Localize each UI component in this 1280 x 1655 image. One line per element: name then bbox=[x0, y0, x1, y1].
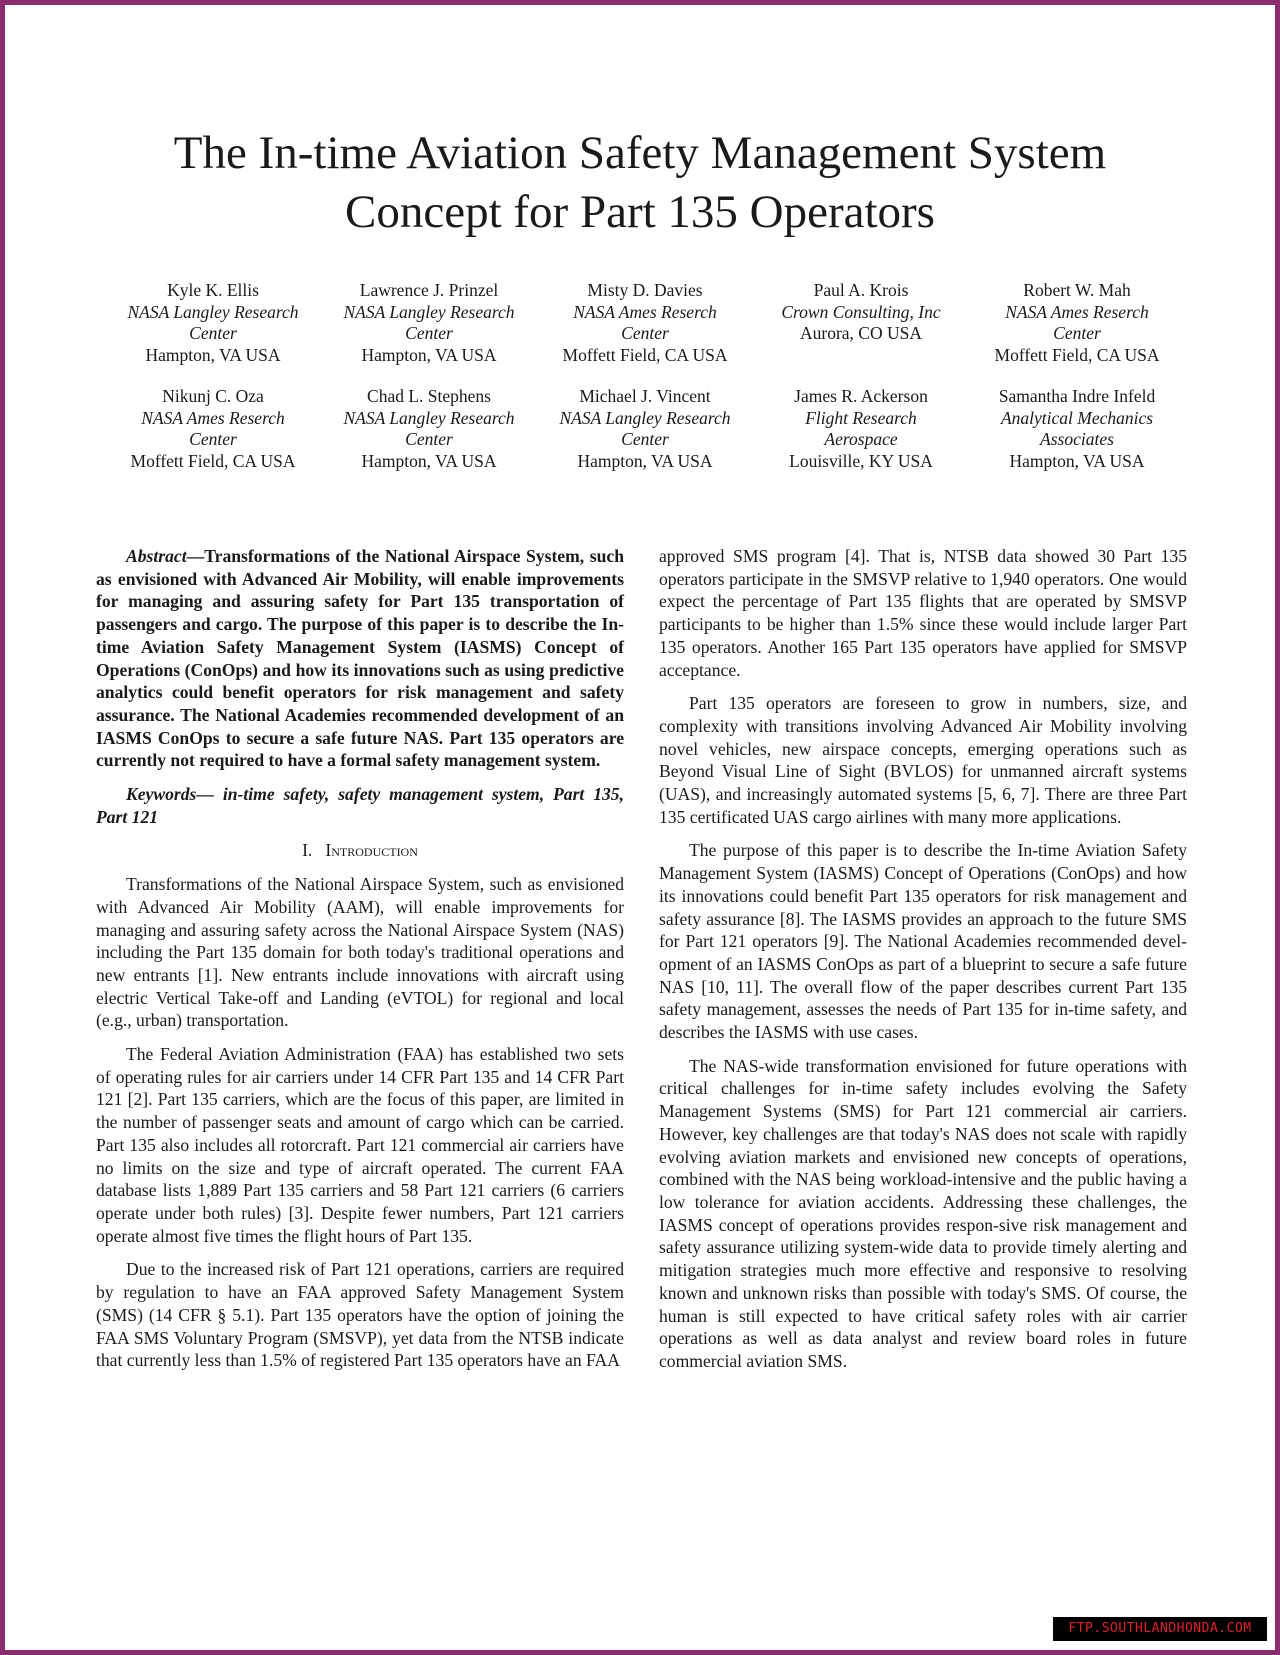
author-affiliation-cont: Aerospace bbox=[824, 429, 898, 449]
section-title: Introduction bbox=[325, 840, 418, 861]
author-block bbox=[105, 280, 321, 366]
author-block bbox=[105, 386, 321, 472]
author-block bbox=[321, 280, 537, 366]
author-location: Hampton, VA USA bbox=[361, 344, 497, 365]
author-location: Moffett Field, CA USA bbox=[994, 344, 1160, 365]
author-name: Michael J. Vincent bbox=[579, 386, 711, 406]
left-column bbox=[96, 545, 624, 1383]
author-block bbox=[537, 280, 753, 366]
author-name: Kyle K. Ellis bbox=[167, 280, 259, 300]
author-name: Samantha Indre Infeld bbox=[998, 386, 1156, 406]
author-block bbox=[537, 386, 753, 472]
author-affiliation-cont: Center bbox=[405, 429, 453, 449]
author-location: Hampton, VA USA bbox=[145, 344, 281, 365]
author-affiliation-cont: Center bbox=[621, 323, 669, 343]
body-paragraph: Due to the increased risk of Part 121 operations, carriers are required by regulation to have an FAA approved Safety Management System (SMS) (14 CFR § 5.1). Part 135 operators have the option of joining the FAA SMS Voluntary Program (SMSVP), yet data from the NTSB indicate that currently less than 1.5% of registered Part 135 operators have an FAA bbox=[96, 1259, 624, 1371]
author-affiliation-cont: Center bbox=[405, 323, 453, 343]
author-affiliation: Analytical Mechanics bbox=[1000, 407, 1154, 428]
author-affiliation: Crown Consulting, Inc bbox=[781, 301, 941, 322]
author-affiliation: NASA Langley Research bbox=[343, 407, 515, 428]
body-paragraph: The purpose of this paper is to describe the In-time Aviation Safety Management System (IASMS) Concept of Operations (ConOps) and how its innovations could benefit Part 135 operators for risk management and safety assurance [8]. The IASMS provides an approach to the future SMS for Part 121 operators [9]. The National Academies recommended devel-opment of an IASMS ConOps as part of a blueprint to secure a safe future NAS [10, 11]. The overall flow of the paper describes current Part 135 safety management, assesses the needs of Part 135 for in-time safety, and describes the IASMS with use cases. bbox=[659, 840, 1187, 1043]
author-affiliation: NASA Langley Research bbox=[343, 301, 515, 322]
author-affiliation-cont: Center bbox=[621, 429, 669, 449]
author-name: Paul A. Krois bbox=[813, 280, 909, 300]
author-affiliation: NASA Ames Reserch bbox=[573, 301, 717, 322]
watermark-label: FTP.SOUTHLANDHONDA.COM bbox=[1053, 1617, 1267, 1641]
body-paragraph: approved SMS program [4]. That is, NTSB data showed 30 Part 135 operators participate in the SMSVP relative to 1,940 operators. One would expect the percentage of Part 135 flights that are operated by SMSVP participants to be higher than 1.5% since these would include larger Part 135 operators. Another 165 Part 135 operators have applied for SMSVP acceptance. bbox=[659, 546, 1187, 680]
author-affiliation-cont: Center bbox=[189, 323, 237, 343]
paper-title bbox=[100, 124, 1180, 242]
author-list bbox=[105, 280, 1185, 472]
body-paragraph: The NAS-wide transformation envisioned for future operations with critical challenges for in-time safety includes evolving the Safety Management Systems (SMS) for Part 121 commercial air carriers. However, key challenges are that today's NAS does not scale with rapidly evolving aviation markets and envisioned new concepts of operations, combined with the NAS being workload-intensive and the public having a low tolerance for aviation accidents. Addressing these challenges, the IASMS concept of operations provides respon-sive risk management and safety assurance utilizing system-wide data to provide timely alerting and mitigation strategies much more effective and responsive to resolving known and unknown risks than possible with today's SMS. Of course, the human is still expected to have critical safety roles with air carrier operations as well as data analyst and review board roles in future commercial aviation SMS. bbox=[659, 1055, 1187, 1371]
keywords: Keywords— in-time safety, safety management system, Part 135, Part 121 bbox=[96, 784, 624, 827]
body-paragraph: The Federal Aviation Administration (FAA) has established two sets of operating rules for air carriers under 14 CFR Part 135 and 14 CFR Part 121 [2]. Part 135 carriers, which are the focus of this paper, are limited in the number of passenger seats and amount of cargo which can be carried. Part 135 also includes all rotorcraft. Part 121 commercial air carriers have no limits on the size and type of aircraft operated. The current FAA database lists 1,889 Part 135 carriers and 58 Part 121 carriers (6 carriers operate under both rules) [3]. Despite fewer numbers, Part 121 carriers operate almost five times the flight hours of Part 135. bbox=[96, 1044, 624, 1246]
author-affiliation: NASA Ames Reserch bbox=[141, 407, 285, 428]
author-location: Hampton, VA USA bbox=[577, 450, 713, 471]
author-name: Nikunj C. Oza bbox=[162, 386, 264, 406]
author-name: Lawrence J. Prinzel bbox=[359, 280, 499, 300]
author-location: Moffett Field, CA USA bbox=[562, 344, 728, 365]
title-line-2: Concept for Part 135 Operators bbox=[345, 186, 935, 238]
body-paragraph: Transformations of the National Airspace System, such as envisioned with Advanced Air Mobility (AAM), will enable improvements for managing and assuring safety across the National Airspace System (NAS) including the Part 135 domain for both today's traditional operations and new entrants [1]. New entrants include innovations with aircraft using electric Vertical Take-off and Landing (eVTOL) for regional and local (e.g., urban) transportation. bbox=[96, 874, 624, 1031]
author-affiliation: NASA Ames Reserch bbox=[1005, 301, 1149, 322]
author-block bbox=[321, 386, 537, 472]
author-affiliation-cont: Associates bbox=[1040, 429, 1114, 449]
author-name: Misty D. Davies bbox=[587, 280, 703, 300]
author-affiliation: Flight Research bbox=[805, 407, 917, 428]
author-block bbox=[969, 280, 1185, 366]
author-location: Aurora, CO USA bbox=[799, 323, 922, 343]
body-paragraph: Part 135 operators are foreseen to grow in numbers, size, and complexity with transitions involving Advanced Air Mobility involving novel vehicles, new airspace concepts, emerging operations such as Beyond Visual Line of Sight (BVLOS) for unmanned aircraft systems (UAS), and increasingly automated systems [5, 6, 7]. There are three Part 135 certificated UAS cargo airlines with many more applications. bbox=[659, 693, 1187, 827]
author-location: Louisville, KY USA bbox=[789, 450, 933, 471]
title-line-1: The In-time Aviation Safety Management System bbox=[173, 127, 1107, 179]
author-location: Hampton, VA USA bbox=[1009, 450, 1145, 471]
abstract-label: Abstract bbox=[126, 546, 187, 566]
author-block bbox=[753, 280, 969, 366]
author-name: Chad L. Stephens bbox=[367, 386, 491, 406]
author-affiliation-cont: Center bbox=[189, 429, 237, 449]
author-location: Moffett Field, CA USA bbox=[130, 450, 296, 471]
section-number: I. bbox=[302, 840, 313, 861]
author-affiliation: NASA Langley Research bbox=[559, 407, 731, 428]
author-affiliation-cont: Center bbox=[1053, 323, 1101, 343]
abstract-text: —Transformations of the National Airspace System, such as envisioned with Advanced Air Mobility, will enable improvements for managing and assuring safety for Part 135 transportation of passengers and cargo. The purpose of this paper is to describe the In-time Aviation Safety Management System (IASMS) Concept of Operations (ConOps) and how its innovations such as using predictive analytics could benefit operators for risk management and safety assurance. The National Academies recommended development of an IASMS ConOps to secure a safe future NAS. Part 135 operators are currently not required to have a formal safety management system. bbox=[96, 546, 624, 771]
author-name: James R. Ackerson bbox=[794, 386, 928, 406]
abstract bbox=[96, 545, 624, 772]
author-affiliation: NASA Langley Research bbox=[127, 301, 299, 322]
section-heading bbox=[96, 839, 624, 862]
author-name: Robert W. Mah bbox=[1023, 280, 1131, 300]
right-column bbox=[659, 545, 1187, 1384]
author-location: Hampton, VA USA bbox=[361, 450, 497, 471]
author-block bbox=[753, 386, 969, 472]
author-block bbox=[969, 386, 1185, 472]
